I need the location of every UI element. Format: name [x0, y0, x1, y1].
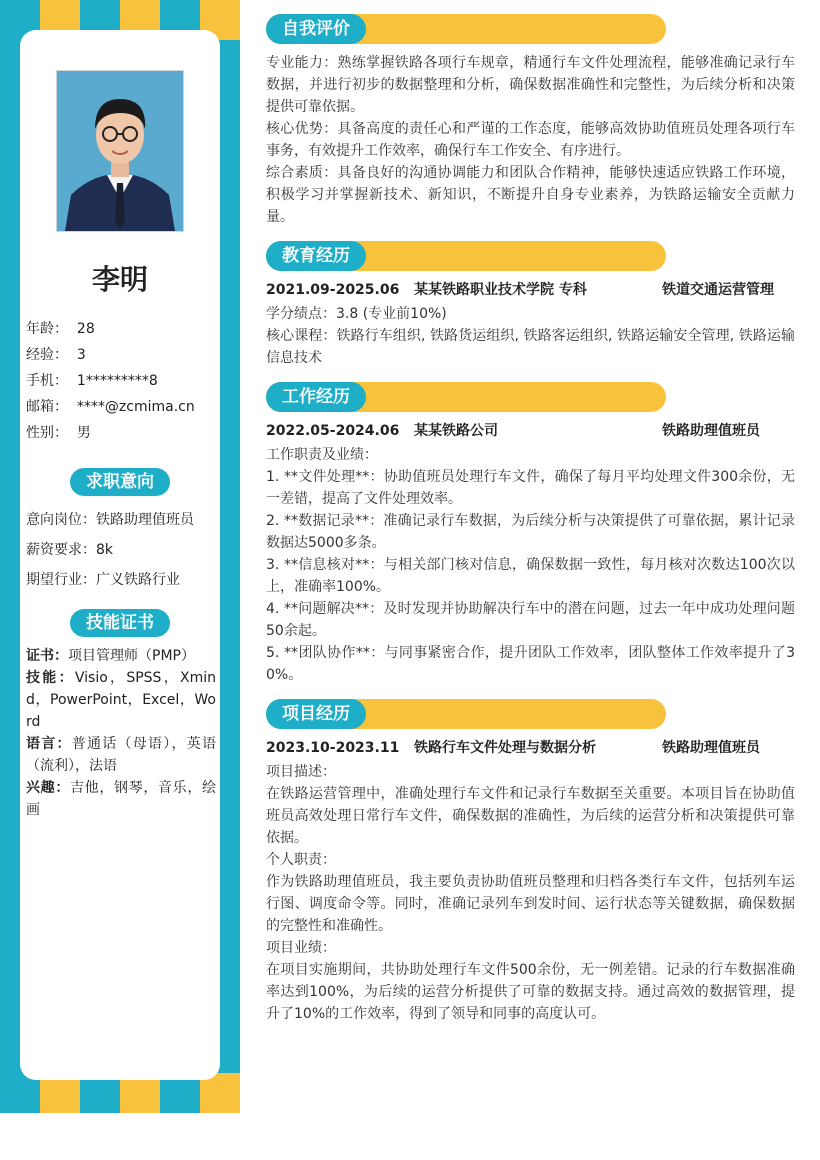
- intent-label: 意向岗位：: [26, 512, 96, 528]
- education-gpa: 学分绩点：3.8 (专业前10%): [266, 306, 447, 322]
- intent-label: 薪资要求：: [26, 542, 96, 558]
- project-period: 2023.10-2023.11: [266, 740, 400, 756]
- skill-label: 语言：: [26, 736, 72, 752]
- education-major: 铁道交通运营管理: [662, 282, 774, 298]
- field-label: 手机：: [26, 373, 68, 389]
- field-value: 1*********8: [76, 373, 158, 389]
- field-age: [26, 316, 216, 342]
- field-value: 28: [76, 321, 95, 337]
- intent-label: 期望行业：: [26, 572, 96, 588]
- skills-heading: 技能证书: [70, 609, 170, 637]
- intent-position: [26, 505, 216, 535]
- project-duty-label: 个人职责：: [266, 852, 336, 868]
- work-role: 铁路助理值班员: [662, 423, 760, 439]
- job-intent-heading: 求职意向: [70, 468, 170, 496]
- project-result: 在项目实施期间，共协助处理行车文件500余份，无一例差错。记录的行车数据准确率达到100%，为后续的运营分析提供了可靠的数据支持。通过高效的数据管理，提升了10%的工作效率，得到了领导和同事的高度认可。: [266, 962, 795, 1022]
- field-value: 3: [76, 347, 86, 363]
- intent-value: 广义铁路行业: [96, 572, 180, 588]
- work-item: 3. **信息核对**：与相关部门核对信息，确保数据一致性，每月核对次数达100次以上，准确率100%。: [266, 557, 795, 595]
- skill-certificate: [26, 645, 216, 667]
- skill-value: 普通话（母语），英语（流利），法语: [26, 736, 216, 774]
- field-label: 经验：: [26, 347, 68, 363]
- field-value: 男: [76, 425, 91, 441]
- project-desc: 在铁路运营管理中，准确处理行车文件和记录行车数据至关重要。本项目旨在协助值班员高效处理日常行车文件，确保数据的准确性，为后续的运营分析和决策提供可靠依据。: [266, 786, 795, 846]
- job-intent-list: [26, 505, 216, 595]
- section-header: [266, 14, 795, 44]
- work-item: 5. **团队协作**：与同事紧密合作，提升团队工作效率，团队整体工作效率提升了30%。: [266, 645, 795, 683]
- section-header: [266, 699, 795, 729]
- work-item: 1. **文件处理**：协助值班员处理行车文件，确保了每月平均处理文件300余份，无一差错，提高了文件处理效率。: [266, 469, 795, 507]
- skill-label: 兴趣：: [26, 780, 70, 796]
- project-heading: 项目经历: [266, 699, 366, 729]
- self-eval-quality: 综合素质：具备良好的沟通协调能力和团队合作精神，能够快速适应铁路工作环境，积极学习并掌握新技术、新知识，不断提升自身专业素养，为铁路运输安全贡献力量。: [266, 165, 795, 225]
- project-duty: 作为铁路助理值班员，我主要负责协助值班员整理和归档各类行车文件，包括列车运行图、调度命令等。同时，准确记录列车到发时间、运行状态等关键数据，确保数据的完整性和准确性。: [266, 874, 795, 934]
- sidebar: [0, 0, 240, 1113]
- work-item: 4. **问题解决**：及时发现并协助解决行车中的潜在问题，过去一年中成功处理问题50余起。: [266, 601, 795, 639]
- skill-value: 项目管理师（PMP）: [68, 648, 195, 664]
- work-period: 2022.05-2024.06: [266, 423, 400, 439]
- skill-value: Visio，SPSS，Xmind，PowerPoint，Excel，Word: [26, 670, 216, 730]
- skill-label: 证书：: [26, 648, 68, 664]
- intent-value: 8k: [96, 542, 114, 558]
- self-eval-section: [266, 14, 795, 228]
- education-heading: 教育经历: [266, 241, 366, 271]
- self-eval-ability: 专业能力：熟练掌握铁路各项行车规章，精通行车文件处理流程，能够准确记录行车数据，并进行初步的数据整理和分析，确保数据准确性和完整性，为后续分析和决策提供可靠依据。: [266, 55, 795, 115]
- project-name: 铁路行车文件处理与数据分析: [414, 740, 596, 756]
- skills-list: [26, 645, 216, 821]
- education-school: 某某铁路职业技术学院 专科: [414, 282, 587, 298]
- work-intro: 工作职责及业绩：: [266, 447, 378, 463]
- profile-fields: [26, 316, 216, 446]
- skill-language: [26, 733, 216, 777]
- profile-name: 李明: [91, 263, 148, 296]
- education-section: [266, 241, 795, 369]
- field-phone: [26, 368, 216, 394]
- intent-value: 铁路助理值班员: [96, 512, 194, 528]
- profile-photo: [56, 70, 184, 232]
- field-label: 年龄：: [26, 321, 68, 337]
- self-eval-heading: 自我评价: [266, 14, 366, 44]
- section-header: [266, 382, 795, 412]
- skill-value: 吉他，钢琴，音乐，绘画: [26, 780, 216, 818]
- field-label: 性别：: [26, 425, 68, 441]
- work-item: 2. **数据记录**：准确记录行车数据，为后续分析与决策提供了可靠依据，累计记录数据达5000多条。: [266, 513, 795, 551]
- field-experience: [26, 342, 216, 368]
- project-entry-header: [266, 737, 795, 761]
- work-company: 某某铁路公司: [414, 423, 498, 439]
- education-entry-header: [266, 279, 795, 303]
- field-email: [26, 394, 216, 420]
- avatar-portrait: [57, 71, 183, 231]
- intent-industry: [26, 565, 216, 595]
- project-section: [266, 699, 795, 1025]
- profile-card: [20, 30, 220, 1080]
- field-label: 邮箱：: [26, 399, 68, 415]
- field-value: ****@zcmima.cn: [76, 399, 195, 415]
- skill-tools: [26, 667, 216, 733]
- project-desc-label: 项目描述：: [266, 764, 336, 780]
- intent-salary: [26, 535, 216, 565]
- section-header: [266, 241, 795, 271]
- skill-hobbies: [26, 777, 216, 821]
- work-entry-header: [266, 420, 795, 444]
- self-eval-strength: 核心优势：具备高度的责任心和严谨的工作态度，能够高效协助值班员处理各项行车事务，有效提升工作效率，确保行车工作安全、有序进行。: [266, 121, 795, 159]
- education-courses: 核心课程：铁路行车组织, 铁路货运组织, 铁路客运组织, 铁路运输安全管理, 铁路运输信息技术: [266, 328, 795, 366]
- skill-label: 技能：: [26, 670, 75, 686]
- project-result-label: 项目业绩：: [266, 940, 336, 956]
- work-section: [266, 382, 795, 686]
- project-role: 铁路助理值班员: [662, 740, 760, 756]
- field-gender: [26, 420, 216, 446]
- work-heading: 工作经历: [266, 382, 366, 412]
- education-period: 2021.09-2025.06: [266, 282, 400, 298]
